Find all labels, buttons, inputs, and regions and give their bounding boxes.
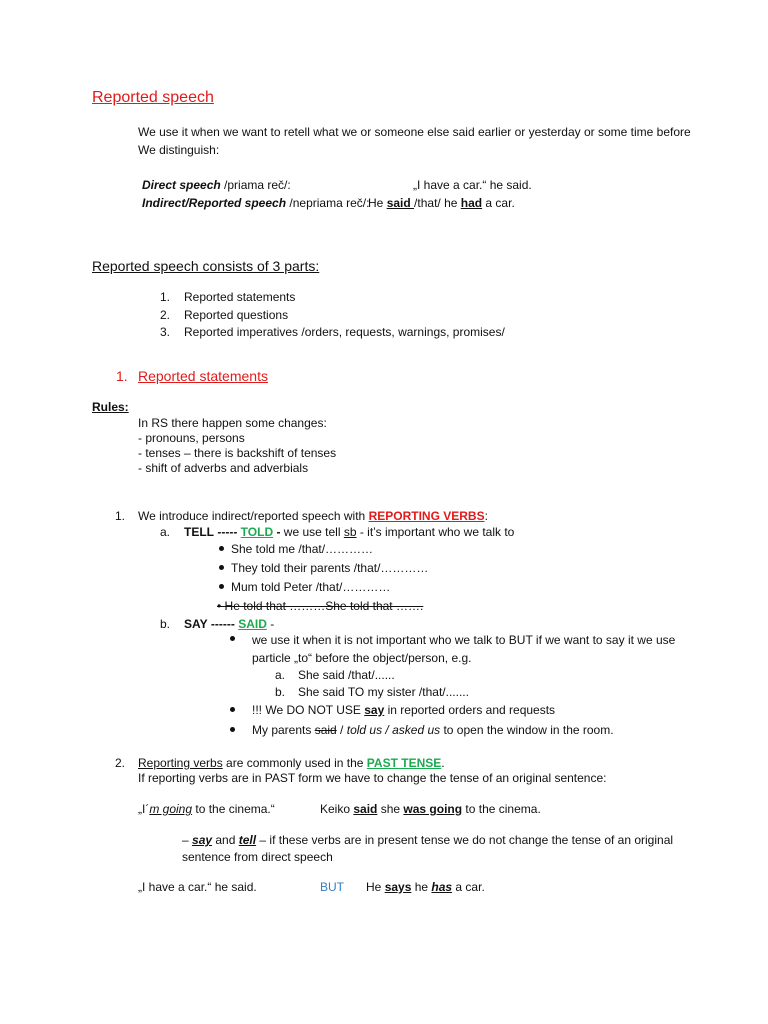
bullet-icon [219,584,224,589]
parts-item-2: Reported questions [184,308,289,322]
tell-letter: a. [160,525,171,539]
rules-line-1: In RS there happen some changes: [138,416,327,430]
tell-sb: sb [343,525,357,539]
tell-struck-text: He told that ………She told that ……. [224,599,424,613]
last-says: says [384,880,412,894]
item2-line [138,756,445,770]
indirect-ex-said: said [386,196,415,210]
section1-title: Reported statements [138,368,268,384]
but-label: BUT [320,880,344,894]
say-parents [252,723,614,737]
say-line [184,617,274,631]
item2-note [182,833,673,847]
note-post: – if these verbs are in present tense we do not change the tense of an original [256,833,674,847]
say-sub-letter-b: b. [275,685,286,699]
rules-label: Rules: [92,400,129,414]
parts-num-2: 2. [160,308,171,322]
tell-struck-example: • He told that ………She told that ……. [217,599,424,613]
last-pre: He [366,880,385,894]
tell-example-3: Mum told Peter /that/………… [231,580,391,594]
indirect-speech-label: Indirect/Reported speech [142,196,287,210]
note-and: and [212,833,239,847]
rules-line-3: - tenses – there is backshift of tenses [138,446,337,460]
tell-word: TELL [184,525,214,539]
item2-line-2: If reporting verbs are in PAST form we have to change the tense of an original sentence: [138,771,607,785]
say-sub-b: She said TO my sister /that/....... [298,685,469,699]
parents-told: told us / asked us [346,723,441,737]
page-title: Reported speech [92,89,214,106]
direct-speech-slash: /priama reč/: [220,178,291,192]
bullet-icon [230,636,235,641]
item2-post: . [441,756,445,770]
ex2-said: said [353,802,378,816]
tell-desc-post: - it’s important who we talk to [356,525,515,539]
direct-speech-line [142,178,291,192]
parents-said: said [314,723,337,737]
item1-pre: We introduce indirect/reported speech with [138,509,369,523]
tell-line [184,525,514,539]
say-desc-2: particle „to“ before the object/person, e.g. [252,651,472,665]
parts-num-1: 1. [160,290,171,304]
ex2-pre: Keiko [320,802,354,816]
item2-verbs: Reporting verbs [138,756,223,770]
ex2-post: to the cinema. [462,802,541,816]
item1-post: : [484,509,488,523]
note-dash: – [182,833,193,847]
say-note [252,703,555,717]
say-note-pre: !!! We DO NOT USE [252,703,365,717]
ex-q2: to the cinema.“ [192,802,275,816]
say-word: SAY [184,617,208,631]
parts-num-3: 3. [160,325,171,339]
say-note-say: say [364,703,385,717]
parents-pre: My parents [252,723,315,737]
tell-example-1: She told me /that/………… [231,542,374,556]
rules-line-4: - shift of adverbs and adverbials [138,461,309,475]
said-word: SAID [238,617,267,631]
item1-line [138,509,488,523]
say-sub-letter-a: a. [275,668,286,682]
indirect-ex-had: had [460,196,483,210]
intro-line-2: We distinguish: [138,143,220,157]
indirect-speech-line [142,196,369,210]
last-post: a car. [452,880,485,894]
ex-going: m going [149,802,193,816]
say-letter: b. [160,617,171,631]
item2-num: 2. [115,756,126,770]
say-dash2: - [266,617,275,631]
parts-item-1: Reported statements [184,290,296,304]
bullet-icon [230,727,235,732]
parts-item-3: Reported imperatives /orders, requests, warnings, promises/ [184,325,505,339]
intro-line-1: We use it when we want to retell what we or someone else said earlier or yesterday or some time before [138,125,691,139]
bullet-icon [230,707,235,712]
section1-num: 1. [116,368,128,384]
last-example-reported [366,880,485,894]
item1-num: 1. [115,509,126,523]
tell-example-2: They told their parents /that/………… [231,561,429,575]
item2-note-line-2: sentence from direct speech [182,850,333,864]
indirect-ex-mid: /that/ he [414,196,461,210]
last-has: has [431,880,453,894]
say-sub-a: She said /that/...... [298,668,395,682]
parts-heading: Reported speech consists of 3 parts: [92,258,320,274]
bullet-icon [219,546,224,551]
indirect-speech-example [368,196,515,210]
ex2-was-going: was going [403,802,463,816]
rules-line-2: - pronouns, persons [138,431,245,445]
tell-dash2: - [273,525,284,539]
say-desc-1: we use it when it is not important who we talk to BUT if we want to say it we use [252,633,676,647]
direct-speech-example: „I have a car.“ he said. [413,178,532,192]
ex2-mid: she [377,802,404,816]
indirect-ex-pre: He [368,196,387,210]
note-say: say [192,833,213,847]
last-mid: he [411,880,432,894]
say-dash: ------ [210,617,235,631]
say-note-post: in reported orders and requests [384,703,556,717]
tell-dash: ----- [217,525,238,539]
last-example-quote: „I have a car.“ he said. [138,880,257,894]
bullet-icon [219,565,224,570]
tell-desc-pre: we use tell [283,525,344,539]
parents-post: to open the window in the room. [440,723,614,737]
note-tell: tell [238,833,257,847]
reporting-verbs-label: REPORTING VERBS [368,509,485,523]
item2-pre: are commonly used in the [222,756,367,770]
item2-example-reported [320,802,541,816]
ex-q1: „I´ [138,802,150,816]
direct-speech-label: Direct speech [142,178,221,192]
past-tense-label: PAST TENSE [366,756,442,770]
item2-example-quote [138,802,275,816]
told-word: TOLD [240,525,274,539]
parents-mid: / [336,723,347,737]
indirect-ex-post: a car. [482,196,515,210]
indirect-speech-slash: /nepriama reč/: [286,196,370,210]
